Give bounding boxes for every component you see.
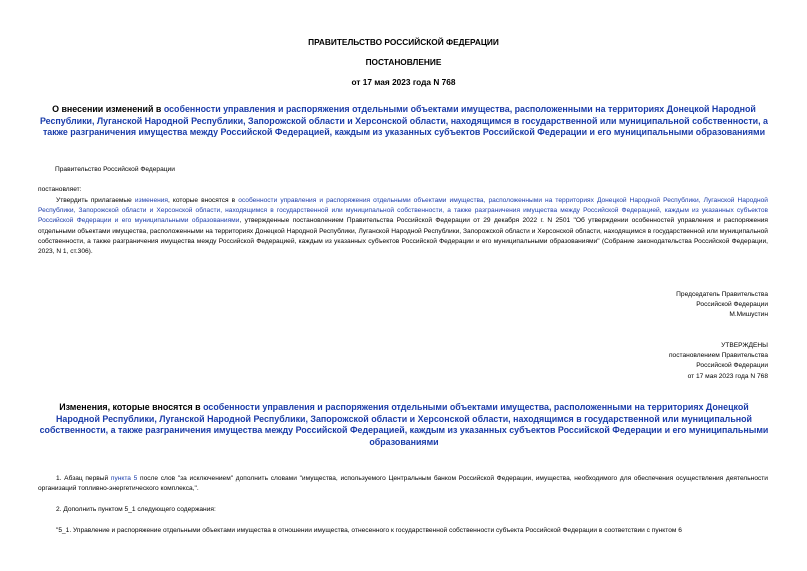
paragraph-1 <box>38 196 768 257</box>
approval-line-4: от 17 мая 2023 года N 768 <box>687 372 768 380</box>
changes-title-prefix: Изменения, которые вносятся в <box>59 402 204 412</box>
approval-line-1: УТВЕРЖДЕНЫ <box>721 342 768 349</box>
changes-title <box>38 402 770 448</box>
government-line: Правительство Российской Федерации <box>55 166 175 173</box>
signature-line-2: Российской Федерации <box>696 301 768 309</box>
item-1-text-b: после слов "за исключением" дополнить словами "имущества, используемого Центральным банком Российской Федерации, имущества, необходимого для обеспечения осуществления деятельности организаций топливно-энергетического комплекса,". <box>38 475 768 493</box>
p1-text-b: , которые вносятся в <box>168 197 239 204</box>
org-heading: ПРАВИТЕЛЬСТВО РОССИЙСКОЙ ФЕДЕРАЦИИ <box>308 37 499 47</box>
item-2: 2. Дополнить пунктом 5_1 следующего содержания: <box>56 506 216 513</box>
decree-title-link[interactable]: особенности управления и распоряжения отдельными объектами имущества, расположенными на территориях Донецкой Народной Республики, Луганской Народной Республики, Запорожской области и Херсонской области, находящимся в государственной или муниципальной собственности, а также разграничения имущества между Российской Федерацией, каждым из указанных субъектов Российской Федерации и его муниципальными образованиями <box>39 104 768 138</box>
signature-line-1: Председатель Правительства <box>676 291 768 298</box>
approval-line-3: Российской Федерации <box>696 362 768 370</box>
item-1 <box>38 474 768 494</box>
doc-type-heading: ПОСТАНОВЛЕНИЕ <box>365 57 442 67</box>
p1-text-c: , утвержденные постановлением Правительства Российской Федерации от 29 декабря 2022 г. N 2501 "Об утверждении особенностей управления и распоряжения отдельными объектами имущества, расположенными на территориях Донецкой Народной Республики, Луганской Народной Республики, Запорожской области и Херсонской области, находящимся в государственной или муниципальной собственности, а также разграничения имущества между Российской Федерацией, каждым из указанных субъектов Российской Федерации и его муниципальными образованиями" <box>38 217 769 245</box>
p1-text-d: (Собрание законодательства Российской Федерации, 2023, N 1, ст.306). <box>38 237 768 256</box>
changes-title-link[interactable]: особенности управления и распоряжения отдельными объектами имущества, расположенными на территориях Донецкой Народной Республики, Луганской Народной Республики, Запорожской области и Херсонской области, находящимся в государственной или муниципальной собственности, а также разграничения имущества между Российской Федерацией, каждым из указанных субъектов Российской Федерации и его муниципальными образованиями <box>39 402 769 447</box>
signature-line-3: М.Мишустин <box>729 311 768 319</box>
approval-line-2: постановлением Правительства <box>668 352 768 360</box>
decree-title-prefix: О внесении изменений в <box>52 104 164 114</box>
item-1-text-a: 1. Абзац первый <box>56 475 111 482</box>
item-3: "5_1. Управление и распоряжение отдельными объектами имущества в отношении имущества, отнесенного к государственной собственности субъекта Российской Федерации в соответствии с пунктом 6 <box>56 527 682 534</box>
doc-date: от 17 мая 2023 года N 768 <box>351 77 456 87</box>
decree-title <box>38 104 770 139</box>
p1-changes-link[interactable]: изменения <box>134 197 169 204</box>
decides-line: постановляет: <box>38 186 82 193</box>
p1-text-a: Утвердить прилагаемые <box>56 197 135 204</box>
signature-block <box>676 290 768 321</box>
p1-features-link[interactable]: особенности управления и распоряжения отдельными объектами имущества, расположенными на территориях Донецкой Народной Республики, Луганской Народной Республики, Запорожской области и Херсонской области, находящимся в государственной или муниципальной собственности, а также разграничения имущества между Российской Федерацией, каждым из указанных субъектов Российской Федерации и его муниципальными образованиями <box>38 197 768 225</box>
approval-block <box>669 341 768 382</box>
item-1-link[interactable]: пункта 5 <box>110 475 138 482</box>
